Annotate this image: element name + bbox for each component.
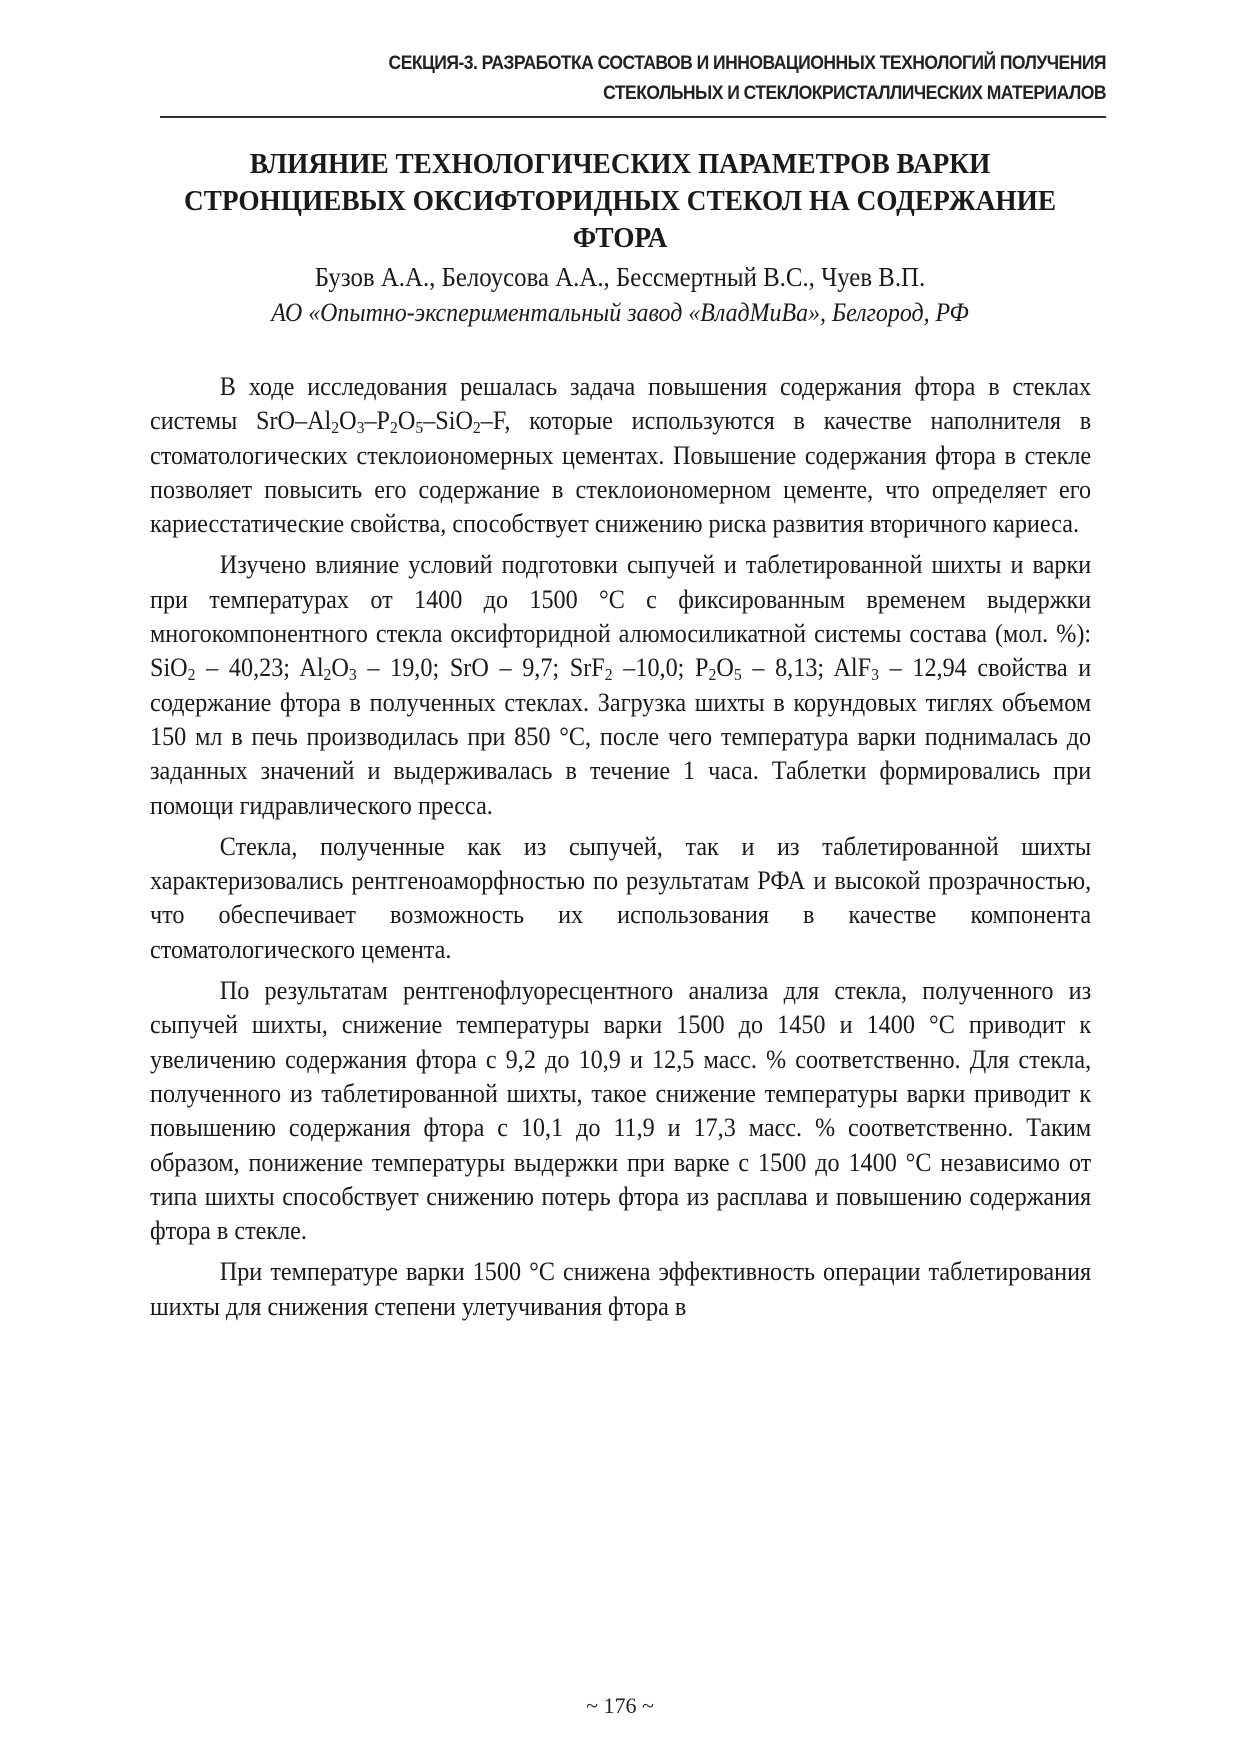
running-header: [242, 48, 1106, 108]
text-run: –SiO: [423, 406, 473, 436]
authors: Бузов А.А., Белоусова А.А., Бессмертный В.С., Чуев В.П.: [314, 262, 926, 292]
subscript: 3: [871, 665, 879, 685]
text-run: O: [331, 653, 349, 683]
text-run: Изучено влияние условий подготовки сыпучей и таблетированной шихты и варки при температурах от 1400 до 1500 °С с фиксированным временем выдержки многокомпонентного стекла оксифторидной алюмосиликатной системы состава (мол. %): SiO: [150, 550, 1092, 683]
text-run: – 8,13; AlF: [741, 653, 872, 683]
text-run: O: [339, 406, 357, 436]
subscript: 5: [415, 418, 424, 438]
text-run: O: [716, 653, 734, 683]
subscript: 2: [708, 665, 717, 685]
text-run: O: [397, 406, 416, 436]
paragraph-4: По результатам рентгенофлуоресцентного анализа для стекла, полученного из сыпучей шихты, снижение температуры варки 1500 до 1450 и 1400 °С приводит к увеличению содержания фтора с 9,2 до 10,9 и 12,5 масс. % соответственно. Для стекла, полученного из таблетированной шихты, такое снижение температуры варки приводит к повышению содержания фтора с 10,1 до 11,9 и 17,3 масс. % соответственно. Таким образом, понижение температуры выдержки при варке с 1500 до 1400 °С независимо от типа шихты способствует снижению потерь фтора из расплава и повышению содержания фтора в стекле.: [150, 976, 1092, 1246]
subscript: 2: [323, 665, 332, 685]
title-line-2: СТРОНЦИЕВЫХ ОКСИФТОРИДНЫХ СТЕКОЛ НА СОДЕРЖАНИЕ: [183, 185, 1057, 217]
text-run: – 40,23; Al: [195, 653, 324, 683]
text-run: –P: [364, 406, 390, 436]
text-run: – 19,0; SrO – 9,7; SrF: [356, 653, 605, 683]
paragraph-3: Стекла, полученные как из сыпучей, так и из таблетированной шихты характеризовались рентгеноаморфностью по результатам РФА и высокой прозрачностью, что обеспечивает возможность их использования в качестве компонента стоматологического цемента.: [150, 831, 1092, 964]
header-divider: [160, 116, 1106, 118]
subscript: 3: [348, 665, 357, 685]
article-body: [150, 370, 1090, 1331]
paragraph-1: [150, 370, 1091, 541]
title-line-3: ФТОРА: [572, 222, 668, 254]
page-number: ~ 176 ~: [586, 1693, 654, 1718]
text-run: – 12,94 свойства и содержание фтора в полученных стеклах. Загрузка шихты в корундовых тиглях объемом 150 мл в печь производилась при 850 °С, после чего температура варки поднималась до заданных значений и выдерживалась в течение 1 часа. Таблетки формировались при помощи гидравлического пресса.: [150, 653, 1092, 820]
text-run: –10,0; P: [612, 653, 709, 683]
subscript: 2: [472, 418, 481, 438]
title-line-1: ВЛИЯНИЕ ТЕХНОЛОГИЧЕСКИХ ПАРАМЕТРОВ ВАРКИ: [249, 148, 991, 180]
subscript: 2: [331, 418, 340, 438]
text-run: –F, которые используются в качестве наполнителя в стоматологических стеклоиономерных цементах. Повышение содержания фтора в стекле позволяет повысить его содержание в стеклоиономерном цементе, что определяет его кариесстатические свойства, способствует снижению риска развития вторичного кариеса.: [150, 406, 1092, 539]
article-title: [169, 146, 1071, 257]
running-header-line-1: СЕКЦИЯ-3. РАЗРАБОТКА СОСТАВОВ И ИННОВАЦИОННЫХ ТЕХНОЛОГИЙ ПОЛУЧЕНИЯ: [388, 52, 1106, 74]
paragraph-5: При температуре варки 1500 °С снижена эффективность операции таблетирования шихты для снижения степени улетучивания фтора в: [150, 1257, 1092, 1321]
subscript: 3: [356, 418, 365, 438]
paragraph-2: [150, 548, 1091, 822]
running-header-line-2: СТЕКОЛЬНЫХ И СТЕКЛОКРИСТАЛЛИЧЕСКИХ МАТЕРИАЛОВ: [603, 82, 1106, 104]
subscript: 2: [187, 665, 196, 685]
subscript: 5: [733, 665, 742, 685]
subscript: 2: [604, 665, 613, 685]
affiliation: АО «Опытно-экспериментальный завод «ВладМиВа», Белгород, РФ: [271, 298, 969, 327]
subscript: 2: [389, 418, 398, 438]
text-run: В ходе исследования решалась задача повышения содержания фтора в стеклах системы SrO–Al: [150, 372, 1092, 436]
